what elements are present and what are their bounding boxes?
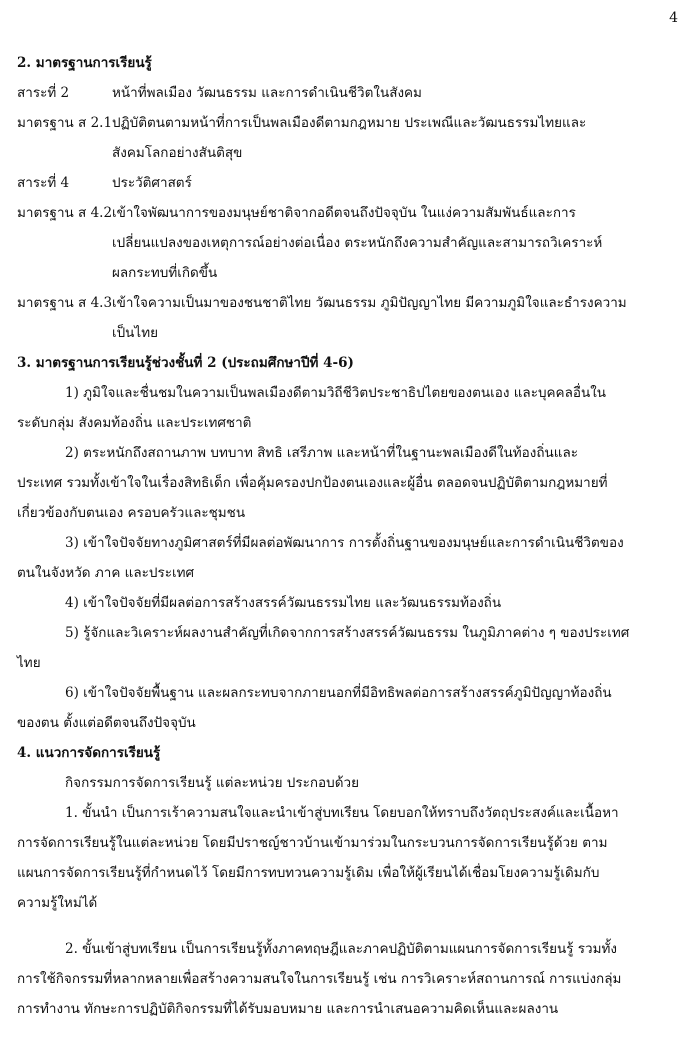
step-2-line: การทำงาน ทักษะการปฏิบัติกิจกรรมที่ได้รับมอบหมาย และการนำเสนอความคิดเห็นและผลงาน [17, 1001, 559, 1017]
outcome-1-line: 1) ภูมิใจและชื่นชมในความเป็นพลเมืองดีตามวิถีชีวิตประชาธิปไตยของตนเอง และบุคคลอื่นใน [65, 385, 607, 401]
step-1-line: แผนการจัดการเรียนรู้ที่กำหนดไว้ โดยมีการทบทวนความรู้เดิม เพื่อให้ผู้เรียนได้เชื่อมโยงความรู้เดิมกับ [17, 865, 600, 881]
step-1-line: การจัดการเรียนรู้ในแต่ละหน่วย โดยมีปราชญ์ชาวบ้านเข้ามาร่วมในกระบวนการจัดการเรียนรู้ด้วย ตาม [17, 835, 608, 851]
section-4-intro: กิจกรรมการจัดการเรียนรู้ แต่ละหน่วย ประกอบด้วย [65, 775, 359, 791]
outcome-6-line: 6) เข้าใจปัจจัยพื้นฐาน และผลกระทบจากภายนอกที่มีอิทธิพลต่อการสร้างสรรค์ภูมิปัญญาท้องถิ่น [65, 685, 612, 701]
document-body [17, 48, 677, 1024]
outcome-5-line: ไทย [17, 655, 41, 671]
standard-4-2-text-line: เปลี่ยนแปลงของเหตุการณ์อย่างต่อเนื่อง ตระหนักถึงความสำคัญและสามารถวิเคราะห์ [112, 235, 603, 251]
standard-4-3-label: มาตรฐาน ส 4.3 [17, 295, 113, 311]
outcome-1-line: ระดับกลุ่ม สังคมท้องถิ่น และประเทศชาติ [17, 415, 252, 431]
strand-4 [17, 168, 677, 198]
step-1-line: ความรู้ใหม่ได้ [17, 895, 98, 911]
strand-2 [17, 78, 677, 108]
strand-2-text: หน้าที่พลเมือง วัฒนธรรม และการดำเนินชีวิตในสังคม [112, 85, 422, 101]
outcome-6-line: ของตน ตั้งแต่อดีตจนถึงปัจจุบัน [17, 715, 196, 731]
section-4-heading: 4. แนวการจัดการเรียนรู้ [17, 745, 161, 761]
standard-4-3-text-line: เป็นไทย [112, 325, 159, 341]
standard-4-2-label: มาตรฐาน ส 4.2 [17, 205, 113, 221]
strand-2-label: สาระที่ 2 [17, 85, 70, 101]
standard-4-2-text-line: ผลกระทบที่เกิดขึ้น [112, 265, 218, 281]
standard-2-1-text-line: สังคมโลกอย่างสันติสุข [112, 145, 243, 161]
outcome-2-line: 2) ตระหนักถึงสถานภาพ บทบาท สิทธิ เสรีภาพ และหน้าที่ในฐานะพลเมืองดีในท้องถิ่นและ [65, 445, 578, 461]
outcome-3-line: 3) เข้าใจปัจจัยทางภูมิศาสตร์ที่มีผลต่อพัฒนาการ การตั้งถิ่นฐานของมนุษย์และการดำเนินชีวิตของ [65, 535, 624, 551]
standard-4-2-text-line: เข้าใจพัฒนาการของมนุษย์ชาติจากอดีตจนถึงปัจจุบัน ในแง่ความสัมพันธ์และการ [112, 205, 576, 221]
standard-2-1-text-line: ปฏิบัติตนตามหน้าที่การเป็นพลเมืองดีตามกฎหมาย ประเพณีและวัฒนธรรมไทยและ [112, 115, 587, 131]
outcome-4-line: 4) เข้าใจปัจจัยที่มีผลต่อการสร้างสรรค์วัฒนธรรมไทย และวัฒนธรรมท้องถิ่น [65, 595, 502, 611]
strand-4-text: ประวัติศาสตร์ [112, 175, 192, 191]
standard-4-2 [17, 198, 677, 228]
page-number: 4 [669, 10, 678, 26]
outcome-3-line: ตนในจังหวัด ภาค และประเทศ [17, 565, 195, 581]
step-2-line: 2. ขั้นเข้าสู่บทเรียน เป็นการเรียนรู้ทั้งภาคทฤษฎีและภาคปฏิบัติตามแผนการจัดการเรียนรู้ รวมทั้ง [65, 941, 618, 957]
strand-4-label: สาระที่ 4 [17, 175, 70, 191]
standard-4-3 [17, 288, 677, 318]
paragraph-spacer [17, 918, 677, 934]
step-1-line: 1. ขั้นนำ เป็นการเร้าความสนใจและนำเข้าสู่บทเรียน โดยบอกให้ทราบถึงวัตถุประสงค์และเนื้อหา [65, 805, 619, 821]
section-2-heading: 2. มาตรฐานการเรียนรู้ [17, 55, 152, 71]
standard-2-1-label: มาตรฐาน ส 2.1 [17, 115, 113, 131]
outcome-5-line: 5) รู้จักและวิเคราะห์ผลงานสำคัญที่เกิดจากการสร้างสรรค์วัฒนธรรม ในภูมิภาคต่าง ๆ ของประเทศ [65, 625, 630, 641]
standard-2-1 [17, 108, 677, 138]
section-3-heading: 3. มาตรฐานการเรียนรู้ช่วงชั้นที่ 2 (ประถมศึกษาปีที่ 4-6) [17, 355, 354, 371]
step-2-line: การใช้กิจกรรมที่หลากหลายเพื่อสร้างความสนใจในการเรียนรู้ เช่น การวิเคราะห์สถานการณ์ การแบ่งกลุ่ม [17, 971, 622, 987]
standard-4-3-text-line: เข้าใจความเป็นมาของชนชาติไทย วัฒนธรรม ภูมิปัญญาไทย มีความภูมิใจและธำรงความ [112, 295, 627, 311]
outcome-2-line: เกี่ยวข้องกับตนเอง ครอบครัวและชุมชน [17, 505, 246, 521]
outcome-2-line: ประเทศ รวมทั้งเข้าใจในเรื่องสิทธิเด็ก เพื่อคุ้มครองปกป้องตนเองและผู้อื่น ตลอดจนปฏิบัติตามกฎหมายที่ [17, 475, 608, 491]
